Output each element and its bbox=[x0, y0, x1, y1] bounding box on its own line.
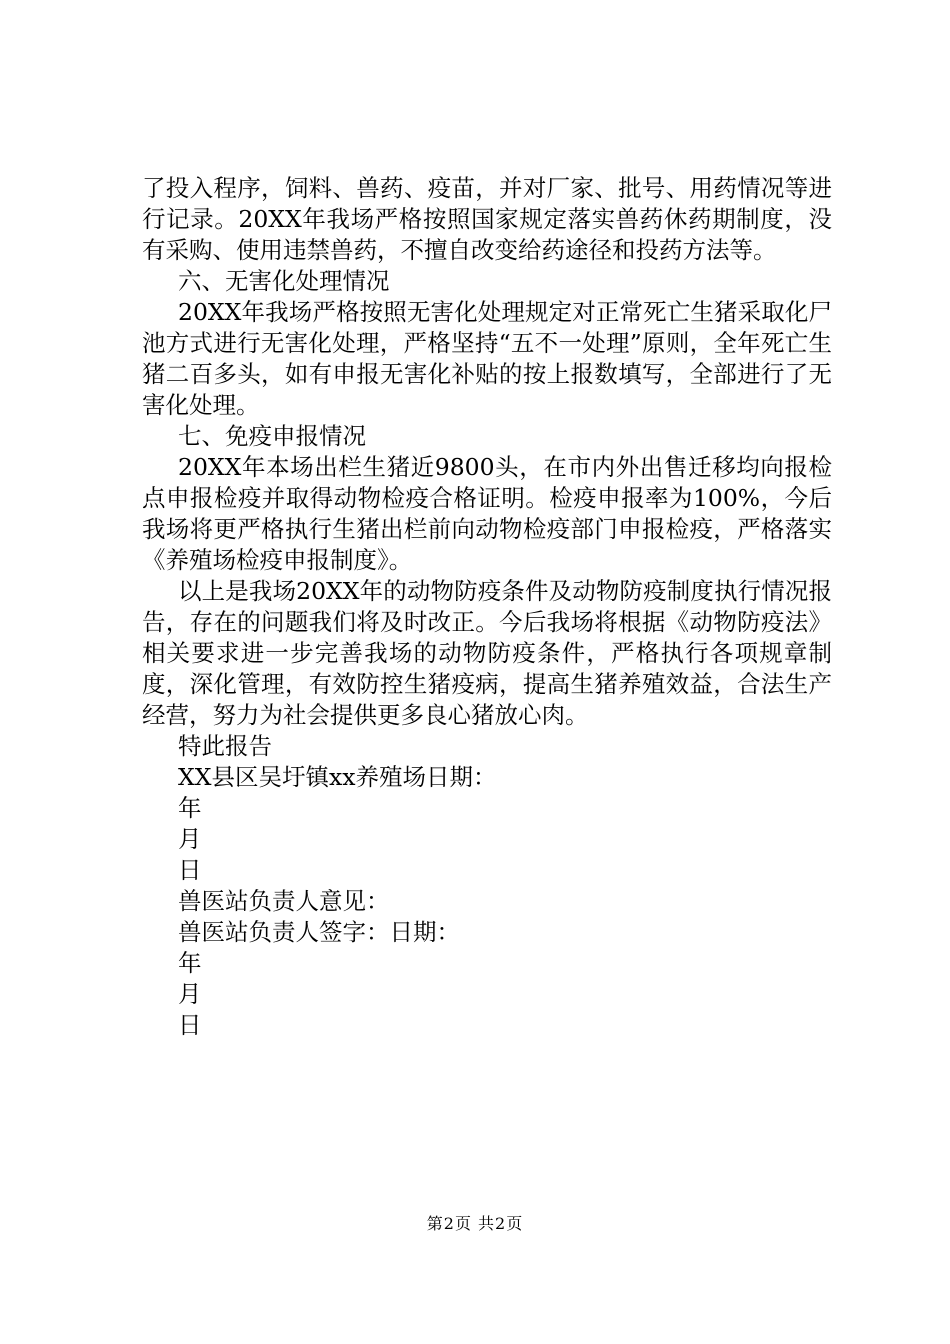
signature-block bbox=[142, 731, 832, 1041]
paragraph-harmless-treatment: 20XX年我场严格按照无害化处理规定对正常死亡生猪采取化尸池方式进行无害化处理，严格坚持“五不一处理”原则，全年死亡生猪二百多头，如有申报无害化补贴的按上报数填写，全部进行了无害化处理。 bbox=[142, 298, 832, 419]
heading-harmless-treatment: 六、无害化处理情况 bbox=[178, 267, 390, 295]
paragraph-quarantine-declaration: 20XX年本场出栏生猪近9800头，在市内外出售迁移均向报检点申报检疫并取得动物检疫合格证明。检疫申报率为100%，今后我场将更严格执行生猪出栏前向动物检疫部门申报检疫，严格落实《养殖场检疫申报制度》。 bbox=[142, 453, 832, 574]
document-body bbox=[142, 173, 832, 1041]
vet-date-year: 年 bbox=[178, 949, 202, 977]
paragraph-record-keeping: 了投入程序，饲料、兽药、疫苗，并对厂家、批号、用药情况等进行记录。20XX年我场严格按照国家规定落实兽药休药期制度，没有采购、使用违禁兽药，不擅自改变给药途径和投药方法等。 bbox=[142, 174, 832, 264]
paragraph-conclusion: 以上是我场20XX年的动物防疫条件及动物防疫制度执行情况报告，存在的问题我们将及时改正。今后我场将根据《动物防疫法》相关要求进一步完善我场的动物防疫条件，严格执行各项规章制度，深化管理，有效防控生猪疫病，提高生猪养殖效益，合法生产经营，努力为社会提供更多良心猪放心肉。 bbox=[142, 577, 832, 729]
vet-station-opinion: 兽医站负责人意见： bbox=[178, 887, 390, 915]
date-year: 年 bbox=[178, 794, 202, 822]
report-closing: 特此报告 bbox=[178, 732, 272, 760]
vet-date-month: 月 bbox=[178, 980, 202, 1008]
page-number: 第2页 共2页 bbox=[426, 1214, 524, 1233]
date-month: 月 bbox=[178, 825, 202, 853]
heading-quarantine-declaration: 七、免疫申报情况 bbox=[178, 422, 366, 450]
vet-station-signature-date: 兽医站负责人签字：日期： bbox=[178, 918, 460, 946]
date-day: 日 bbox=[178, 856, 202, 884]
vet-date-day: 日 bbox=[178, 1011, 202, 1039]
farm-signature-date: XX县区吴圩镇xx养殖场日期： bbox=[178, 763, 497, 791]
